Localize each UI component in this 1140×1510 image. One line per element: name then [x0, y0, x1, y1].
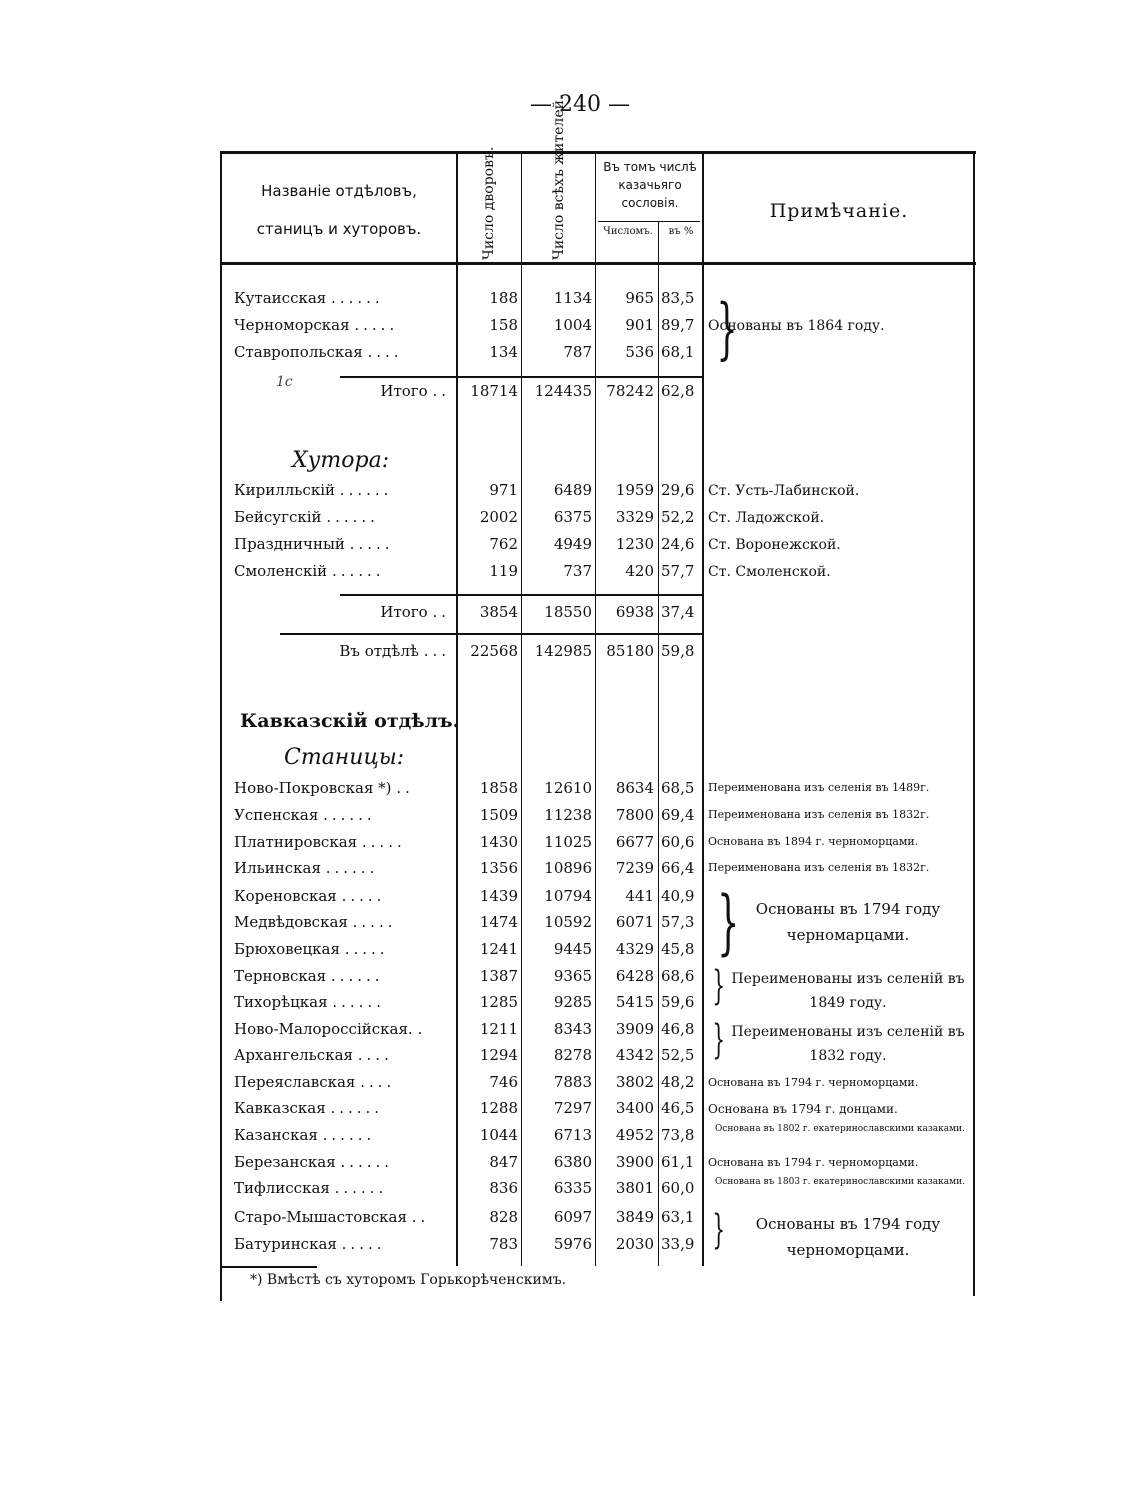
cell-inhabitants: 6713	[553, 1126, 592, 1144]
row-name	[234, 1046, 454, 1064]
row-name	[234, 1179, 454, 1197]
cell-cossacks: 4342	[615, 1046, 654, 1064]
leader-dots: ..	[411, 1208, 430, 1226]
leader-dots: ......	[332, 993, 385, 1011]
row-label: Итого	[380, 382, 428, 400]
cell-cossacks: 7800	[615, 806, 654, 824]
col-divider	[456, 151, 458, 1266]
leader-dots: ....	[367, 343, 403, 361]
cell-cossack-percent: 59,6	[661, 993, 695, 1011]
row-label: Ново-Малороссійская.	[234, 1020, 413, 1038]
table-top-rule	[220, 151, 976, 154]
row-name	[234, 940, 454, 958]
row-name	[234, 779, 454, 797]
cell-cossack-percent: 24,6	[661, 535, 695, 553]
row-label: Ставропольская	[234, 343, 363, 361]
cell-inhabitants: 787	[563, 343, 592, 361]
cell-cossack-percent: 68,6	[661, 967, 695, 985]
row-name	[234, 289, 454, 307]
row-label: Ново-Покровская *)	[234, 779, 392, 797]
row-label: Ильинская	[234, 859, 321, 877]
row-label: Въ отдѣлѣ	[339, 642, 419, 660]
row-label: Смоленскій	[234, 562, 328, 580]
subtotal-rule	[280, 633, 703, 635]
row-label: Итого	[380, 603, 428, 621]
cell-cossacks: 3329	[615, 508, 654, 526]
cell-inhabitants: 737	[563, 562, 592, 580]
row-name	[234, 481, 454, 499]
header-cossack-count: Числомъ.	[603, 226, 653, 237]
col-divider	[595, 151, 596, 1266]
row-label: Батуринская	[234, 1235, 337, 1253]
cell-cossacks: 3909	[615, 1020, 654, 1038]
header-households: Число дворовъ.	[481, 146, 497, 260]
cell-households: 1044	[479, 1126, 518, 1144]
cell-inhabitants: 12610	[544, 779, 592, 797]
subtotal-rule	[340, 594, 703, 596]
row-label: Архангельская	[234, 1046, 353, 1064]
cell-households: 22568	[470, 642, 518, 660]
row-label: Платнировская	[234, 833, 358, 851]
cell-cossack-percent: 68,1	[661, 343, 695, 361]
cell-cossacks: 1230	[615, 535, 654, 553]
brace-icon: }	[712, 963, 726, 1009]
row-label: Кутаисская	[234, 289, 327, 307]
cell-cossack-percent: 48,2	[661, 1073, 695, 1091]
note: Основаны въ 1794 году черноморцами.	[755, 1215, 941, 1259]
cell-cossacks: 4952	[615, 1126, 654, 1144]
header-notes: Примѣчаніе.	[769, 200, 909, 222]
cell-cossacks: 6428	[615, 967, 654, 985]
cell-inhabitants: 10794	[544, 887, 592, 905]
cell-inhabitants: 6380	[553, 1153, 592, 1171]
cell-cossack-percent: 61,1	[661, 1153, 695, 1171]
cell-cossack-percent: 66,4	[661, 859, 695, 877]
cell-cossack-percent: 52,2	[661, 508, 695, 526]
cell-inhabitants: 6489	[553, 481, 592, 499]
cell-inhabitants: 7883	[553, 1073, 592, 1091]
cell-households: 1288	[479, 1099, 518, 1117]
cell-inhabitants: 7297	[553, 1099, 592, 1117]
cell-households: 119	[489, 562, 518, 580]
row-name	[234, 508, 454, 526]
cell-inhabitants: 6375	[553, 508, 592, 526]
note: Ст. Воронежской.	[708, 537, 841, 553]
page-number: — 240 —	[530, 92, 630, 117]
cell-households: 1387	[479, 967, 518, 985]
cell-cossacks: 901	[625, 316, 654, 334]
row-name	[234, 967, 454, 985]
row-name	[234, 1208, 454, 1226]
note: Основана въ 1894 г. черноморцами.	[708, 835, 919, 848]
note: Переименованы изъ селеній въ 1849 году.	[731, 971, 965, 1011]
note: Переименована изъ селенія въ 1832г.	[708, 861, 930, 874]
cell-households: 1285	[479, 993, 518, 1011]
row-name	[234, 913, 454, 931]
row-label: Кавказская	[234, 1099, 326, 1117]
row-label: Старо-Мышастовская	[234, 1208, 407, 1226]
cell-cossack-percent: 40,9	[661, 887, 695, 905]
cell-cossacks: 85180	[606, 642, 654, 660]
cell-inhabitants: 9285	[553, 993, 592, 1011]
section-stanitsy: Станицы:	[284, 745, 405, 770]
cell-cossack-percent: 29,6	[661, 481, 695, 499]
footnote: *) Вмѣстѣ съ хуторомъ Горькорѣченскимъ.	[250, 1272, 567, 1288]
cell-cossack-percent: 37,4	[661, 603, 695, 621]
row-name	[234, 603, 450, 621]
cell-cossacks: 420	[625, 562, 654, 580]
cell-households: 18714	[470, 382, 518, 400]
cell-cossacks: 6677	[615, 833, 654, 851]
cell-cossacks: 2030	[615, 1235, 654, 1253]
leader-dots: ......	[323, 806, 376, 824]
cell-inhabitants: 10592	[544, 913, 592, 931]
col-divider	[521, 151, 522, 1266]
cell-inhabitants: 8278	[553, 1046, 592, 1064]
cell-households: 1356	[479, 859, 518, 877]
cell-cossack-percent: 69,4	[661, 806, 695, 824]
subtotal-rule	[340, 376, 703, 378]
cell-inhabitants: 1004	[553, 316, 592, 334]
col-divider	[702, 151, 704, 1266]
cell-cossacks: 3801	[615, 1179, 654, 1197]
row-name	[234, 535, 454, 553]
cell-cossack-percent: 57,3	[661, 913, 695, 931]
cell-cossack-percent: 59,8	[661, 642, 695, 660]
footnote-rule	[222, 1266, 317, 1268]
row-name	[234, 887, 454, 905]
cell-cossacks: 3400	[615, 1099, 654, 1117]
cell-cossacks: 3802	[615, 1073, 654, 1091]
row-name	[234, 562, 454, 580]
note: Ст. Усть-Лабинской.	[708, 483, 860, 499]
row-name	[234, 1099, 454, 1117]
cell-cossack-percent: 62,8	[661, 382, 695, 400]
note: Ст. Ладожской.	[708, 510, 825, 526]
leader-dots: .....	[344, 940, 389, 958]
cell-households: 847	[489, 1153, 518, 1171]
note: Основаны въ 1864 году.	[708, 318, 885, 334]
row-name	[234, 382, 450, 400]
cell-cossacks: 5415	[615, 993, 654, 1011]
brace-icon: }	[716, 290, 738, 367]
cell-households: 188	[489, 289, 518, 307]
cell-households: 2002	[479, 508, 518, 526]
leader-dots: .....	[349, 535, 394, 553]
leader-dots: ..	[432, 603, 450, 621]
cell-households: 836	[489, 1179, 518, 1197]
cell-cossack-percent: 73,8	[661, 1126, 695, 1144]
subheader-rule	[598, 221, 700, 222]
cell-cossacks: 6938	[615, 603, 654, 621]
cell-households: 1858	[479, 779, 518, 797]
cell-households: 1241	[479, 940, 518, 958]
row-label: Кирилльскій	[234, 481, 336, 499]
cell-households: 1474	[479, 913, 518, 931]
table-left-border	[220, 151, 222, 1301]
leader-dots: ......	[339, 481, 393, 499]
row-label: Переяславская	[234, 1073, 356, 1091]
note: Основана въ 1802 г. екатеринославскими казаками.	[715, 1124, 965, 1134]
row-label: Березанская	[234, 1153, 336, 1171]
row-name	[234, 1073, 454, 1091]
row-label: Медвѣдовская	[234, 913, 348, 931]
header-cossack-pct: въ %	[668, 226, 694, 237]
cell-cossacks: 4329	[615, 940, 654, 958]
note: Ст. Смоленской.	[708, 564, 831, 580]
brace-icon: }	[712, 1017, 726, 1063]
cell-cossacks: 1959	[615, 481, 654, 499]
cell-inhabitants: 6335	[553, 1179, 592, 1197]
cell-cossack-percent: 45,8	[661, 940, 695, 958]
brace-icon: }	[717, 881, 740, 963]
cell-cossacks: 8634	[615, 779, 654, 797]
leader-dots: ......	[334, 1179, 388, 1197]
note: Переименована изъ селенія въ 1489г.	[708, 781, 930, 794]
header-bottom-rule	[220, 262, 976, 265]
header-inhabitants: Число всѣхъ жителей.	[551, 95, 567, 260]
cell-households: 783	[489, 1235, 518, 1253]
cell-cossacks: 965	[625, 289, 654, 307]
row-name	[234, 1235, 454, 1253]
leader-dots: .....	[354, 316, 399, 334]
cell-cossack-percent: 52,5	[661, 1046, 695, 1064]
cell-inhabitants: 9365	[553, 967, 592, 985]
cell-cossack-percent: 46,8	[661, 1020, 695, 1038]
brace-icon: }	[712, 1207, 726, 1253]
cell-inhabitants: 8343	[553, 1020, 592, 1038]
table-right-border	[973, 151, 975, 1296]
cell-inhabitants: 5976	[553, 1235, 592, 1253]
row-name	[234, 1020, 454, 1038]
leader-dots: ......	[331, 289, 384, 307]
margin-mark: 1с	[276, 374, 293, 390]
leader-dots: .....	[341, 887, 386, 905]
cell-inhabitants: 11238	[544, 806, 592, 824]
cell-households: 1211	[479, 1020, 518, 1038]
cell-households: 971	[489, 481, 518, 499]
cell-cossack-percent: 89,7	[661, 316, 695, 334]
row-label: Терновская	[234, 967, 327, 985]
cell-cossacks: 6071	[615, 913, 654, 931]
cell-inhabitants: 124435	[534, 382, 592, 400]
leader-dots: .	[417, 1020, 427, 1038]
row-name	[234, 642, 450, 660]
cell-inhabitants: 18550	[544, 603, 592, 621]
leader-dots: ..	[432, 382, 450, 400]
note: Основана въ 1794 г. черноморцами.	[708, 1156, 919, 1169]
row-name	[234, 1153, 454, 1171]
header-cossack-group: Въ томъ числѣ казачьяго сословія.	[603, 160, 697, 210]
cell-households: 828	[489, 1208, 518, 1226]
cell-cossack-percent: 60,0	[661, 1179, 695, 1197]
section-kavkaz: Кавказскій отдѣлъ.	[240, 710, 460, 732]
cell-inhabitants: 11025	[544, 833, 592, 851]
leader-dots: ......	[330, 1099, 384, 1117]
row-name	[234, 993, 454, 1011]
row-label: Праздничный	[234, 535, 345, 553]
cell-households: 1430	[479, 833, 518, 851]
cell-cossacks: 78242	[606, 382, 654, 400]
row-name	[234, 859, 454, 877]
col-divider	[658, 222, 659, 1266]
row-label: Кореновская	[234, 887, 337, 905]
header-name: Названіе отдѣловъ, станицъ и хуторовъ.	[256, 182, 422, 238]
leader-dots: .....	[341, 1235, 386, 1253]
cell-cossack-percent: 33,9	[661, 1235, 695, 1253]
row-name	[234, 806, 454, 824]
row-label: Тихорѣцкая	[234, 993, 328, 1011]
cell-households: 762	[489, 535, 518, 553]
leader-dots: ......	[326, 508, 379, 526]
cell-cossack-percent: 68,5	[661, 779, 695, 797]
cell-inhabitants: 1134	[553, 289, 592, 307]
note: Основана въ 1803 г. екатеринославскими казаками.	[715, 1177, 965, 1187]
leader-dots: .....	[361, 833, 406, 851]
leader-dots: ....	[360, 1073, 396, 1091]
leader-dots: ......	[340, 1153, 394, 1171]
leader-dots: ..	[396, 779, 414, 797]
cell-inhabitants: 9445	[553, 940, 592, 958]
cell-cossack-percent: 60,6	[661, 833, 695, 851]
cell-cossacks: 3849	[615, 1208, 654, 1226]
cell-cossacks: 7239	[615, 859, 654, 877]
leader-dots: ......	[325, 859, 379, 877]
cell-inhabitants: 6097	[553, 1208, 592, 1226]
cell-cossacks: 3900	[615, 1153, 654, 1171]
cell-cossack-percent: 57,7	[661, 562, 695, 580]
leader-dots: ...	[423, 642, 450, 660]
note: Переименована изъ селенія въ 1832г.	[708, 808, 930, 821]
row-label: Успенская	[234, 806, 319, 824]
note: Переименованы изъ селеній въ 1832 году.	[731, 1024, 965, 1064]
row-name	[234, 1126, 454, 1144]
leader-dots: ......	[322, 1126, 376, 1144]
cell-cossack-percent: 63,1	[661, 1208, 695, 1226]
row-label: Бейсугскій	[234, 508, 322, 526]
cell-inhabitants: 142985	[534, 642, 592, 660]
row-label: Черноморская	[234, 316, 350, 334]
cell-cossacks: 441	[625, 887, 654, 905]
cell-households: 1509	[479, 806, 518, 824]
row-label: Тифлисская	[234, 1179, 330, 1197]
leader-dots: ......	[331, 562, 385, 580]
cell-inhabitants: 10896	[544, 859, 592, 877]
cell-households: 3854	[479, 603, 518, 621]
leader-dots: ....	[357, 1046, 393, 1064]
row-label: Казанская	[234, 1126, 318, 1144]
note: Основана въ 1794 г. донцами.	[708, 1102, 898, 1116]
cell-households: 158	[489, 316, 518, 334]
row-label: Брюховецкая	[234, 940, 340, 958]
cell-inhabitants: 4949	[553, 535, 592, 553]
cell-cossack-percent: 83,5	[661, 289, 695, 307]
row-name	[234, 316, 454, 334]
cell-cossack-percent: 46,5	[661, 1099, 695, 1117]
cell-households: 134	[489, 343, 518, 361]
row-name	[234, 833, 454, 851]
cell-households: 1294	[479, 1046, 518, 1064]
leader-dots: ......	[330, 967, 384, 985]
note: Основаны въ 1794 году черномарцами.	[755, 900, 941, 944]
note: Основана въ 1794 г. черноморцами.	[708, 1076, 919, 1089]
cell-cossacks: 536	[625, 343, 654, 361]
leader-dots: .....	[352, 913, 397, 931]
section-khutora: Хутора:	[292, 448, 390, 473]
cell-households: 1439	[479, 887, 518, 905]
cell-households: 746	[489, 1073, 518, 1091]
row-name	[234, 343, 454, 361]
